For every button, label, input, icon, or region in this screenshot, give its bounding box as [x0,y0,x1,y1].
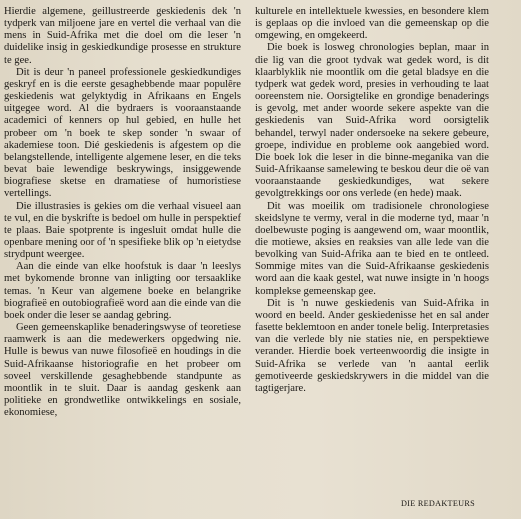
paragraph-continuation: kulturele en intellektuele kwessies, en besondere klem is geplaas op die invloed van die gemeenskap op die omgewing, en omgekeerd. [255,6,489,42]
editors-signature: DIE REDAKTEURS [400,499,475,508]
paragraph-new-history: Dit is 'n nuwe geskiedenis van Suid-Afrika in woord en beeld. Ander geskiedenisse het en sal ander fasette beklemtoon en ander tonele belig. Interpretasies van die verlede bly nie staties nie, en perspektiewe verander. Hierdie boek verteenwoordig die insigte in Suid-Afrika se verlede van 'n aantal eerlik gemotiveerde geskiedskrywers in die middel van die tagtigerjare. [255,297,489,394]
paragraph-illustrations: Die illustrasies is gekies om die verhaal visueel aan te vul, en die byskrifte is bedoel om hulle in perspektief te plaas. Baie spotprente is ingesluit omdat hulle die openbare mening oor of 'n spesifieke blik op 'n eietydse strydpunt weergee. [4,200,241,261]
right-column [255,6,489,395]
paragraph-authors: Dit is deur 'n paneel professionele geskiedkundiges geskryf en is die eerste gesaghebbende maar populêre geskiedenis wat gelyktydig in Afrikaans en Engels uitgegee word. Al die bydraers is vooraanstaande academici of kenners op hul gebied, en hulle het probeer om 'n boek te skep sonder 'n swaar of akademiese toon. Dié geskiedenis is afgestem op die belangstellende, intelligente algemene leser, en die teks bevat baie lewendige beskrywings, insiggewende biografiese sketse en dramatiese of humoristiese vertellings. [4,66,241,200]
paragraph-intro: Hierdie algemene, geillustreerde geskiedenis dek 'n tydperk van miljoene jare en vertel die verhaal van die mens in Suid-Afrika met die doel om die leser 'n duidelike insig in geskiedkundige prosesse en strukture te gee. [4,6,241,66]
paragraph-reading-list: Aan die einde van elke hoofstuk is daar 'n leeslys met bykomende bronne van inligting oor tersaaklike temas. 'n Keur van algemene boeke en belangrike biografieë en outobiografieë word aan die einde van die boek onder die leser se aandag gebring. [4,261,241,321]
paragraph-myths: Dit was moeilik om tradisionele chronologiese skeidslyne te vermy, veral in die moderne tyd, maar 'n doelbewuste poging is aangewend om, waar moontlik, die motiewe, aksies en reaksies van alle lede van die bevolking van Suid-Afrika aan te bied en te ontleed. Sommige mites van die Suid-Afrikaanse geskiedenis word aan die kaak gestel, wat nuwe insigte in 'n hoogs komplekse gemeenskap gee. [255,200,489,297]
paragraph-chronology: Die boek is losweg chronologies beplan, maar in die lig van die groot tydvak wat gedek word, is dit klaarblyklik nie moontlik om die getal bladsye en die tydperk wat gedek word, presies in verhouding te laat ooreenstem nie. Oorsigtelike en grondige benaderings is gevolg, met ander woorde sekere aspekte van die geskiedenis van Suid-Afrika word oorsigtelik behandel, terwyl nader ondersoeke na sekere gebeure, groepe, individue en probleme ook aangebied word. Die boek lok die leser in die binne-meganika van die Suid-Afrikaanse samelewing te beskou deur die oë van vooraanstaande geskiedkundiges, wat sekere gevolgtrekkings oor ons verlede (en hede) maak. [255,42,489,200]
paragraph-approach: Geen gemeenskaplike benaderingswyse of teoretiese raamwerk is aan die medewerkers opgedwing nie. Hulle is bewus van nuwe filosofieë en houdings in die Suid-Afrikaanse historiografie en het probeer om soveel verskillende gesaghebbende standpunte as moontlik in te sluit. Daar is aandag geskenk aan politieke en grondwetlike ontwikkelings en sosiale, ekonomiese, [4,322,241,419]
left-column [4,6,241,419]
